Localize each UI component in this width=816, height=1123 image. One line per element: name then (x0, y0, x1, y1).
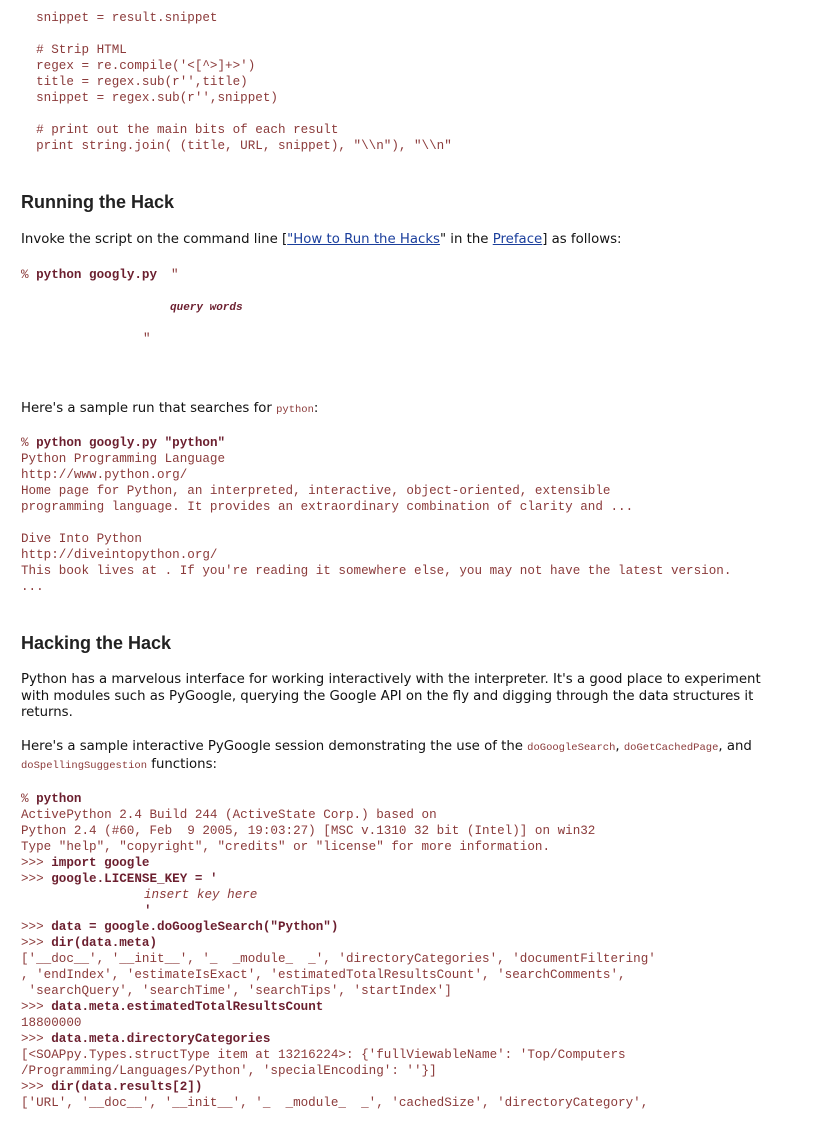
sample-text-before: Here's a sample run that searches for (21, 401, 277, 416)
para2-text-after: functions: (147, 756, 217, 772)
sample-term: python (276, 404, 314, 416)
how-to-run-hacks-link[interactable]: "How to Run the Hacks (287, 232, 440, 247)
code-line: http://diveintopython.org/ (21, 548, 218, 562)
code-line (21, 1079, 656, 1095)
code-line: ActivePython 2.4 Build 244 (ActiveState Corp.) based on (21, 808, 437, 822)
code-line: title = regex.sub(r'',title) (21, 75, 248, 89)
code-line: 'searchQuery', 'searchTime', 'searchTips', 'startIndex'] (21, 984, 452, 998)
code-line: Dive Into Python (21, 532, 142, 546)
command-usage (21, 267, 179, 283)
code-line: Home page for Python, an interpreted, interactive, object-oriented, extensible (21, 484, 611, 498)
code-line: [<SOAPpy.Types.structType item at 13216224>: {'fullViewableName': 'Top/Computers (21, 1048, 626, 1062)
python-command: data.meta.estimatedTotalResultsCount (51, 1000, 324, 1014)
python-prompt: >>> (21, 872, 52, 886)
python-command: dir(data.meta) (51, 936, 158, 950)
code-line (21, 1031, 656, 1047)
code-line: This book lives at . If you're reading it somewhere else, you may not have the latest version. (21, 564, 732, 578)
python-prompt: >>> (21, 1032, 52, 1046)
code-block-top (21, 10, 452, 154)
running-intro (21, 232, 791, 249)
command-text: python googly.py (36, 268, 158, 282)
intro-text-before: Invoke the script on the command line [ (21, 232, 288, 247)
code-line: Type "help", "copyright", "credits" or "license" for more information. (21, 840, 551, 854)
sample-run-intro (21, 401, 791, 419)
separator: , and (718, 739, 752, 754)
code-line: 18800000 (21, 1016, 82, 1030)
code-line: , 'endIndex', 'estimateIsExact', 'estimatedTotalResultsCount', 'searchComments', (21, 968, 626, 982)
code-line: # Strip HTML (21, 43, 127, 57)
code-line (21, 791, 656, 807)
code-line (21, 26, 452, 42)
intro-text-mid: " in the (439, 232, 493, 247)
shell-prompt: % (21, 792, 37, 806)
sample-run-block (21, 435, 731, 595)
code-line (21, 887, 656, 903)
para2-text-before: Here's a sample interactive PyGoogle session demonstrating the use of the (21, 739, 528, 754)
python-command: import google (51, 856, 150, 870)
code-line: /Programming/Languages/Python', 'specialEncoding': ''}] (21, 1064, 437, 1078)
code-line: # print out the main bits of each result (21, 123, 339, 137)
code-line: snippet = result.snippet (21, 11, 218, 25)
heading-running-the-hack: Running the Hack (21, 192, 175, 212)
function-do-google-search: doGoogleSearch (527, 742, 616, 754)
code-line: print string.join( (title, URL, snippet), "\\n"), "\\n" (21, 139, 452, 153)
hacking-para-2 (21, 739, 791, 774)
intro-text-after: ] as follows: (542, 232, 622, 247)
command-prompt: % (21, 268, 37, 282)
command-quote-close: " (143, 332, 151, 346)
function-do-get-cached-page: doGetCachedPage (623, 742, 719, 754)
code-line: Python Programming Language (21, 452, 226, 466)
interactive-session-block (21, 791, 656, 1111)
run-prompt: % (21, 436, 37, 450)
command-argument: query words (170, 302, 243, 314)
code-line (21, 435, 731, 451)
python-prompt: >>> (21, 1000, 52, 1014)
license-key-placeholder: insert key here (144, 888, 258, 902)
command-quote-open: " (171, 268, 179, 282)
closing-quote: ' (144, 904, 152, 918)
python-command: dir(data.results[2]) (51, 1080, 203, 1094)
code-line: programming language. It provides an extraordinary combination of clarity and ... (21, 500, 634, 514)
code-line (21, 855, 656, 871)
code-line: snippet = regex.sub(r'',snippet) (21, 91, 278, 105)
python-command: google.LICENSE_KEY = ' (51, 872, 218, 886)
run-command: python googly.py "python" (36, 436, 226, 450)
shell-command: python (36, 792, 82, 806)
function-do-spelling-suggestion: doSpellingSuggestion (21, 759, 148, 772)
separator: , (615, 739, 624, 754)
code-line: ['URL', '__doc__', '__init__', '_ _module_ _', 'cachedSize', 'directoryCategory', (21, 1096, 649, 1110)
heading-hacking-the-hack: Hacking the Hack (21, 633, 172, 653)
code-line (21, 919, 656, 935)
code-line: http://www.python.org/ (21, 468, 188, 482)
code-line (21, 871, 656, 887)
python-prompt: >>> (21, 936, 52, 950)
python-prompt: >>> (21, 1080, 52, 1094)
python-prompt: >>> (21, 920, 52, 934)
python-command: data.meta.directoryCategories (51, 1032, 271, 1046)
sample-text-after: : (313, 401, 319, 416)
python-prompt: >>> (21, 856, 52, 870)
hacking-para-1: Python has a marvelous interface for working interactively with the interpreter. It's a good place to experiment with modules such as PyGoogle, querying the Google API on the fly and digging through the data structures it returns. (21, 672, 761, 720)
preface-link[interactable]: Preface (492, 232, 543, 247)
code-line (21, 903, 656, 919)
code-line: ... (21, 580, 44, 594)
code-line (21, 999, 656, 1015)
code-line: ['__doc__', '__init__', '_ _module_ _', 'directoryCategories', 'documentFiltering' (21, 952, 656, 966)
code-line (21, 515, 731, 531)
python-command: data = google.doGoogleSearch("Python") (51, 920, 339, 934)
code-line (21, 935, 656, 951)
code-line (21, 106, 452, 122)
code-line: Python 2.4 (#60, Feb 9 2005, 19:03:27) [MSC v.1310 32 bit (Intel)] on win32 (21, 824, 596, 838)
code-line: regex = re.compile('<[^>]+>') (21, 59, 256, 73)
